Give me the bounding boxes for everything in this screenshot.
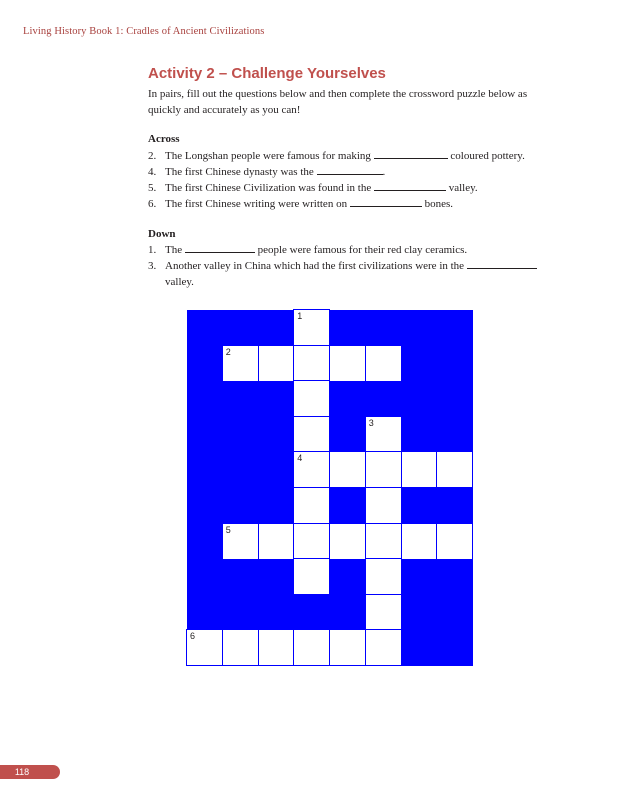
crossword-cell[interactable] <box>366 559 401 594</box>
clue-text-after: people were famous for their red clay ceramics. <box>257 244 468 256</box>
clue-text-after: bones. <box>424 198 453 210</box>
across-heading: Across <box>148 133 180 145</box>
clue-number: 3. <box>148 260 157 272</box>
crossword-cell[interactable] <box>366 417 401 452</box>
crossword-cell[interactable] <box>294 346 329 381</box>
crossword-cell[interactable] <box>294 310 329 345</box>
clue-number: 2. <box>148 150 157 162</box>
across-clue-5 <box>148 180 478 196</box>
answer-blank[interactable] <box>185 243 255 253</box>
running-header: Living History Book 1: Cradles of Ancient Civilizations <box>23 26 265 37</box>
answer-blank[interactable] <box>350 197 422 207</box>
crossword-cell[interactable] <box>330 630 365 665</box>
crossword-cell[interactable] <box>294 417 329 452</box>
clue-number: 4. <box>148 166 157 178</box>
crossword-cell[interactable] <box>259 346 294 381</box>
clue-text-after: coloured pottery. <box>450 150 525 162</box>
crossword-clue-number: 4 <box>297 453 303 464</box>
down-clue-3 <box>148 258 537 274</box>
answer-blank[interactable] <box>467 259 537 269</box>
crossword-cell[interactable] <box>437 452 472 487</box>
clue-number: 1. <box>148 244 157 256</box>
crossword-cell[interactable] <box>366 488 401 523</box>
crossword-cell[interactable] <box>187 630 222 665</box>
crossword-cell[interactable] <box>402 452 437 487</box>
crossword-cell[interactable] <box>294 381 329 416</box>
crossword-cell[interactable] <box>294 452 329 487</box>
clue-text-before: The first Chinese dynasty was the <box>165 166 314 178</box>
crossword-cell[interactable] <box>366 346 401 381</box>
crossword-cell[interactable] <box>330 346 365 381</box>
clue-text-before: The first Chinese Civilization was found in the <box>165 182 372 194</box>
answer-blank[interactable] <box>374 181 446 191</box>
down-heading: Down <box>148 228 176 240</box>
crossword-cell[interactable] <box>366 595 401 630</box>
down-clue-3-continuation: valley. <box>165 276 194 288</box>
clue-text-before: Another valley in China which had the first civilizations were in the <box>165 260 465 272</box>
crossword-cell[interactable] <box>294 630 329 665</box>
crossword-clue-number: 3 <box>368 417 374 428</box>
clue-text-after: . <box>382 166 386 178</box>
activity-title: Activity 2 – Challenge Yourselves <box>148 65 386 82</box>
answer-blank[interactable] <box>374 149 448 159</box>
crossword-cell[interactable] <box>294 524 329 559</box>
answer-blank[interactable] <box>317 165 383 175</box>
crossword-cell[interactable] <box>366 524 401 559</box>
crossword-cell[interactable] <box>330 452 365 487</box>
clue-number: 5. <box>148 182 157 194</box>
crossword-clue-number: 2 <box>225 346 231 357</box>
crossword-cell[interactable] <box>366 630 401 665</box>
crossword-cell[interactable] <box>223 346 258 381</box>
crossword-cell[interactable] <box>223 524 258 559</box>
across-clue-2 <box>148 148 525 164</box>
across-clue-4 <box>148 164 385 180</box>
crossword-cell[interactable] <box>223 630 258 665</box>
crossword-cell[interactable] <box>294 559 329 594</box>
crossword-cell[interactable] <box>259 524 294 559</box>
clue-text-after: valley. <box>448 182 478 194</box>
intro-paragraph: In pairs, fill out the questions below and then complete the crossword puzzle below as quickly and accurately as you can! <box>148 88 528 116</box>
across-clue-6 <box>148 196 453 212</box>
crossword-clue-number: 6 <box>190 631 196 642</box>
crossword-cell[interactable] <box>294 488 329 523</box>
crossword-cell[interactable] <box>402 524 437 559</box>
crossword-cell[interactable] <box>366 452 401 487</box>
down-clue-1 <box>148 242 467 258</box>
clue-text-before: The Longshan people were famous for making <box>165 150 371 162</box>
crossword-cell[interactable] <box>437 524 472 559</box>
crossword-grid <box>187 310 473 666</box>
crossword-clue-number: 1 <box>297 311 303 321</box>
clue-number: 6. <box>148 198 157 210</box>
crossword-clue-number: 5 <box>225 524 231 535</box>
clue-text-before: The first Chinese writing were written on <box>165 198 348 210</box>
crossword-cell[interactable] <box>259 630 294 665</box>
crossword-cell[interactable] <box>330 524 365 559</box>
clue-text-before: The <box>165 244 183 256</box>
page-number: 118 <box>14 767 30 777</box>
